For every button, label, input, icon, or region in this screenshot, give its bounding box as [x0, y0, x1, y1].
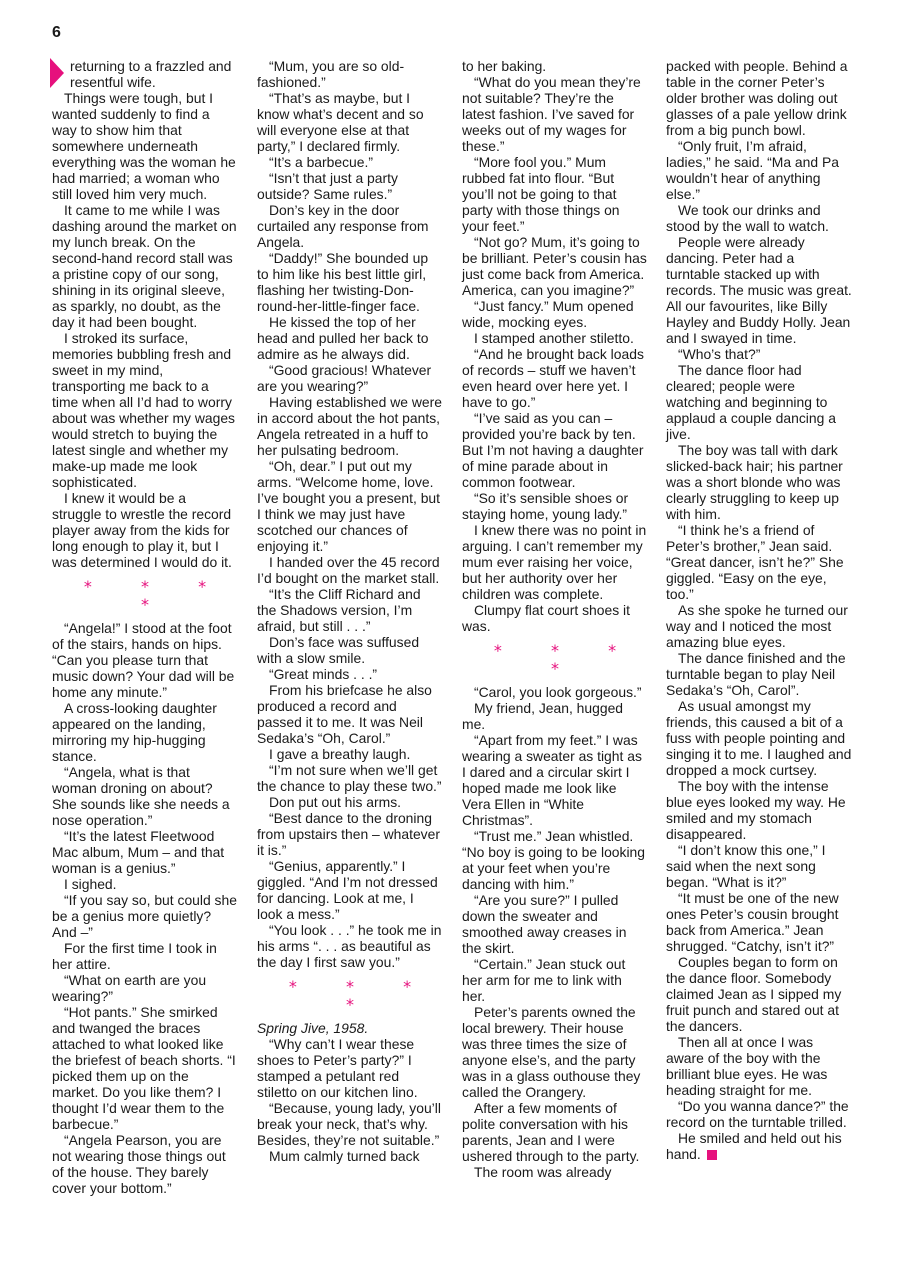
final-paragraph [666, 1130, 852, 1162]
paragraph: Peter’s parents owned the local brewery. Their house was three times the size of anyone else’s, and the party was in a glass outhouse they called the Orangery. [462, 1004, 641, 1100]
paragraph: “What do you mean they’re not suitable? They’re the latest fashion. I’ve saved for weeks out of my wages for these.” [462, 74, 641, 154]
paragraph: “Hot pants.” She smirked and twanged the braces attached to what looked like the briefest of beach shorts. “I picked them up on the market. Do you like them? I thought I’d wear them to the barbecue.” [52, 1004, 236, 1132]
paragraph: The room was already [474, 1164, 612, 1180]
paragraph: It came to me while I was dashing around the market on my lunch break. On the second-hand record stall was a pristine copy of our song, shining in its original sleeve, as sparkly, no doubt, as the day it had been bought. [52, 202, 237, 330]
paragraph: “It must be one of the new ones Peter’s cousin brought back from America.” Jean shrugged. “Catchy, isn’t it?” [666, 890, 839, 954]
paragraph: returning to a frazzled and resentful wife. [70, 58, 232, 90]
paragraph: “Daddy!” She bounded up to him like his best little girl, flashing her twisting-Don-round-her-little-finger face. [257, 250, 429, 314]
scene-heading: Spring Jive, 1958. [257, 1020, 369, 1036]
paragraph: Don’s key in the door curtailed any response from Angela. [257, 202, 429, 250]
paragraph: “Only fruit, I’m afraid, ladies,” he said. “Ma and Pa wouldn’t hear of anything else.” [666, 138, 839, 202]
paragraph: “Why can’t I wear these shoes to Peter’s party?” I stamped a petulant red stiletto on our kitchen lino. [257, 1036, 418, 1100]
paragraph: Don’s face was suffused with a slow smile. [257, 634, 420, 666]
paragraph: A cross-looking daughter appeared on the landing, mirroring my hip-hugging stance. [52, 700, 217, 764]
paragraph: Having established we were in accord about the hot pants, Angela retreated in a huff to her pulsating bedroom. [257, 394, 442, 458]
paragraph: From his briefcase he also produced a record and passed it to me. It was Neil Sedaka’s “Oh, Carol.” [257, 682, 432, 746]
text-column-3 [462, 58, 648, 1180]
paragraph: As she spoke he turned our way and I noticed the most amazing blue eyes. [666, 602, 848, 650]
paragraph: “Great minds . . .” [269, 666, 378, 682]
paragraph: “Angela!” I stood at the foot of the stairs, hands on hips. “Can you please turn that music down? Your dad will be home any minute.” [52, 620, 235, 700]
paragraph: “Best dance to the droning from upstairs then – whatever it is.” [257, 810, 440, 858]
paragraph: “Are you sure?” I pulled down the sweater and smoothed away creases in the skirt. [462, 892, 627, 956]
paragraph: “So it’s sensible shoes or staying home, young lady.” [462, 490, 629, 522]
text-column-1 [52, 58, 238, 1196]
paragraph: I knew there was no point in arguing. I can’t remember my mum ever raising her voice, but her authority over her children was complete. [462, 522, 647, 602]
paragraph: Then all at once I was aware of the boy with the brilliant blue eyes. He was heading straight for me. [666, 1034, 828, 1098]
paragraph: I knew it would be a struggle to wrestle the record player away from the kids for long enough to play it, but I was determined I would do it. [52, 490, 232, 570]
paragraph: “Trust me.” Jean whistled. “No boy is going to be looking at your feet when you’re dancing with him.” [462, 828, 646, 892]
paragraph: My friend, Jean, hugged me. [462, 700, 624, 732]
text-column-2 [257, 58, 443, 1164]
paragraph: Couples began to form on the dance floor. Somebody claimed Jean as I sipped my fruit punch and stared out at the dancers. [666, 954, 842, 1034]
page-number: 6 [52, 24, 61, 41]
paragraph: The dance floor had cleared; people were watching and beginning to applaud a couple dancing a jive. [666, 362, 836, 442]
paragraph: “Apart from my feet.” I was wearing a sweater as tight as I dared and a circular skirt I hoped made me look like Vera Ellen in “White Christmas”. [462, 732, 642, 828]
paragraph: packed with people. Behind a table in the corner Peter’s older brother was doling out glasses of a pale yellow drink from a big punch bowl. [666, 58, 848, 138]
end-of-story-square-icon [707, 1150, 717, 1160]
paragraph: People were already dancing. Peter had a turntable stacked up with records. The music was great. All our favourites, like Billy Hayley and Buddy Holly. Jean and I swayed in time. [666, 234, 852, 346]
final-paragraph-text: He smiled and held out his hand. [666, 1130, 842, 1162]
paragraph: “I think he’s a friend of Peter’s brother,” Jean said. “Great dancer, isn’t he?” She giggled. “Easy on the eye, too.” [666, 522, 844, 602]
paragraph: He kissed the top of her head and pulled her back to admire as he always did. [257, 314, 429, 362]
paragraph: “It’s the latest Fleetwood Mac album, Mum – and that woman is a genius.” [52, 828, 225, 876]
section-break-stars: * * * * [493, 641, 639, 678]
paragraph: “Not go? Mum, it’s going to be brilliant. Peter’s cousin has just come back from America. America, can you imagine?” [462, 234, 647, 298]
paragraph: Don put out his arms. [269, 794, 402, 810]
continuation-arrow-icon [50, 58, 64, 88]
paragraph: “I’m not sure when we’ll get the chance to play these two.” [257, 762, 442, 794]
section-break-stars: * * * * [288, 977, 434, 1014]
paragraph: We took our drinks and stood by the wall to watch. [666, 202, 829, 234]
paragraph: “Who’s that?” [678, 346, 761, 362]
paragraph: “Isn’t that just a party outside? Same rules.” [257, 170, 398, 202]
paragraph: The boy was tall with dark slicked-back hair; his partner was a short blonde who was clearly struggling to keep up with him. [666, 442, 843, 522]
paragraph: I handed over the 45 record I’d bought on the market stall. [257, 554, 440, 586]
paragraph: I sighed. [64, 876, 117, 892]
paragraph: “It’s a barbecue.” [269, 154, 373, 170]
paragraph: Things were tough, but I wanted suddenly to find a way to show him that somewhere underneath everything was the woman he had married; a woman who still loved him very much. [52, 90, 236, 202]
paragraph: “More fool you.” Mum rubbed fat into flour. “But you’ll not be going to that party with those things on your feet.” [462, 154, 620, 234]
paragraph: “Oh, dear.” I put out my arms. “Welcome home, love. I’ve bought you a present, but I think we may just have scotched our chances of enjoying it.” [257, 458, 441, 554]
paragraph: “It’s the Cliff Richard and the Shadows version, I’m afraid, but still . . .” [257, 586, 421, 634]
paragraph: “Do you wanna dance?” the record on the turntable trilled. [666, 1098, 849, 1130]
paragraph: “What on earth are you wearing?” [52, 972, 207, 1004]
paragraph: “Because, young lady, you’ll break your neck, that’s why. Besides, they’re not suitable.” [257, 1100, 441, 1148]
paragraph: Mum calmly turned back [269, 1148, 420, 1164]
paragraph: “Genius, apparently.” I giggled. “And I’m not dressed for dancing. Look at me, I look a mess.” [257, 858, 438, 922]
paragraph: “And he brought back loads of records – stuff we haven’t even heard over here yet. I have to go.” [462, 346, 644, 410]
paragraph: “Angela, what is that woman droning on about? She sounds like she needs a nose operation.” [52, 764, 230, 828]
paragraph: As usual amongst my friends, this caused a bit of a fuss with people pointing and singing it to me. I laughed and dropped a mock curtsey. [666, 698, 852, 778]
paragraph: “That’s as maybe, but I know what’s decent and so will everyone else at that party,” I declared firmly. [257, 90, 424, 154]
paragraph: “Good gracious! Whatever are you wearing?” [257, 362, 432, 394]
paragraph: “I don’t know this one,” I said when the next song began. “What is it?” [666, 842, 826, 890]
paragraph: “Certain.” Jean stuck out her arm for me to link with her. [462, 956, 626, 1004]
paragraph: The boy with the intense blue eyes looked my way. He smiled and my stomach disappeared. [666, 778, 846, 842]
paragraph: “Just fancy.” Mum opened wide, mocking eyes. [462, 298, 634, 330]
text-column-4 [666, 58, 852, 1162]
section-break-stars: * * * * [83, 577, 229, 614]
paragraph: “Mum, you are so old-fashioned.” [257, 58, 405, 90]
paragraph: Clumpy flat court shoes it was. [462, 602, 630, 634]
paragraph: “Carol, you look gorgeous.” [474, 684, 642, 700]
paragraph: “You look . . .” he took me in his arms “. . . as beautiful as the day I first saw you.” [257, 922, 442, 970]
paragraph: I gave a breathy laugh. [269, 746, 411, 762]
paragraph: For the first time I took in her attire. [52, 940, 217, 972]
paragraph: “I’ve said as you can – provided you’re back by ten. But I’m not having a daughter of mine parade about in common footwear. [462, 410, 644, 490]
paragraph: to her baking. [462, 58, 547, 74]
paragraph: I stamped another stiletto. [474, 330, 634, 346]
paragraph: “If you say so, but could she be a genius more quietly? And –” [52, 892, 237, 940]
paragraph: The dance finished and the turntable began to play Neil Sedaka’s “Oh, Carol”. [666, 650, 846, 698]
paragraph: I stroked its surface, memories bubbling fresh and sweet in my mind, transporting me back to a time when all I’d had to worry about was whether my wages would stretch to buying the latest single and whether my make-up made me look sophisticated. [52, 330, 235, 490]
paragraph: “Angela Pearson, you are not wearing those things out of the house. They barely cover your bottom.” [52, 1132, 226, 1196]
paragraph: After a few moments of polite conversation with his parents, Jean and I were ushered through to the party. [462, 1100, 640, 1164]
